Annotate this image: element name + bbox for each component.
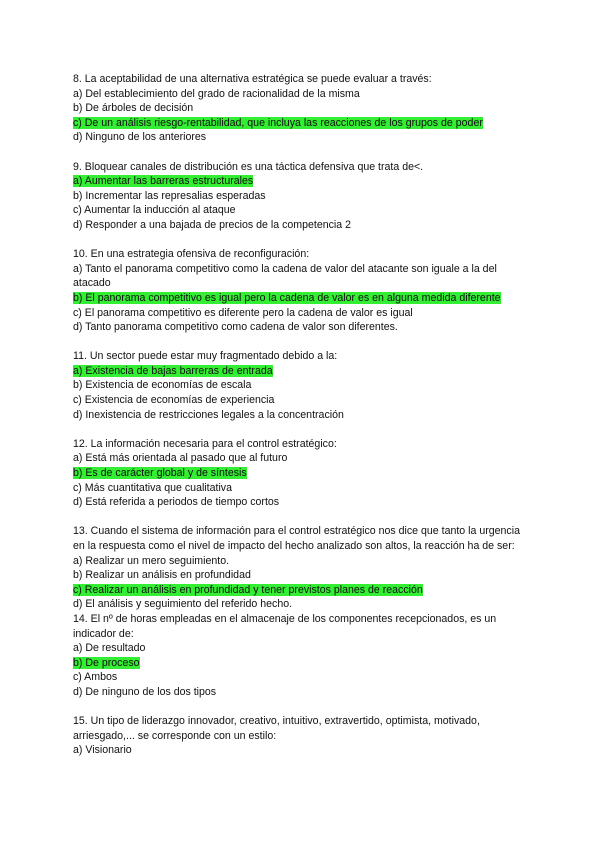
question-9-option-c: c) Aumentar la inducción al ataque: [73, 204, 236, 217]
question-12-option-a: a) Está más orientada al pasado que al futuro: [73, 452, 288, 465]
question-8-stem: 8. La aceptabilidad de una alternativa estratégica se puede evaluar a través:: [73, 73, 432, 85]
question-14-option-b-correct: b) De proceso: [73, 656, 140, 669]
question-9-option-a-correct: a) Aumentar las barreras estructurales: [73, 175, 254, 188]
question-12-option-b-correct: b) Es de carácter global y de síntesis: [73, 467, 247, 480]
question-9: [73, 160, 529, 233]
question-13: [73, 524, 529, 612]
question-13-stem: 13. Cuando el sistema de información para el control estratégico nos dice que tanto la urgencia en la respuesta como el nivel de impacto del hecho analizado son altos, la reacción ha de ser:: [73, 525, 520, 552]
question-10-stem: 10. En una estrategia ofensiva de reconfiguración:: [73, 248, 310, 261]
question-14-option-c: c) Ambos: [73, 671, 118, 684]
question-8-option-b: b) De árboles de decisión: [73, 102, 194, 115]
question-15: [73, 714, 529, 758]
question-13-option-a: a) Realizar un mero seguimiento.: [73, 554, 230, 567]
question-9-stem: 9. Bloquear canales de distribución es una táctica defensiva que trata de<.: [73, 160, 424, 173]
question-12-option-c: c) Más cuantitativa que cualitativa: [73, 481, 232, 494]
question-12-stem: 12. La información necesaria para el control estratégico:: [73, 437, 337, 450]
question-10-option-b-correct: b) El panorama competitivo es igual pero la cadena de valor es en alguna medida diferente: [73, 291, 501, 304]
question-11-option-d: d) Inexistencia de restricciones legales a la concentración: [73, 408, 344, 421]
question-10-option-d: d) Tanto panorama competitivo como cadena de valor son diferentes.: [73, 321, 398, 334]
question-12-option-d: d) Está referida a periodos de tiempo cortos: [73, 496, 280, 509]
question-8-option-a: a) Del establecimiento del grado de racionalidad de la misma: [73, 87, 360, 100]
question-14-option-a: a) De resultado: [73, 642, 146, 655]
question-10-option-c: c) El panorama competitivo es diferente pero la cadena de valor es igual: [73, 306, 413, 319]
question-8-option-c-correct: c) De un análisis riesgo-rentabilidad, que incluya las reacciones de los grupos de poder: [73, 116, 483, 129]
exam-content: [73, 72, 529, 773]
question-11: [73, 349, 529, 422]
question-13-option-b: b) Realizar un análisis en profundidad: [73, 569, 251, 582]
question-9-option-d: d) Responder a una bajada de precios de la competencia 2: [73, 218, 351, 231]
question-10: [73, 247, 529, 335]
question-13-option-d: d) El análisis y seguimiento del referido hecho.: [73, 598, 293, 611]
question-11-option-b: b) Existencia de economías de escala: [73, 379, 252, 392]
question-8-option-d: d) Ninguno de los anteriores: [73, 131, 207, 144]
question-13-option-c-correct: c) Realizar un análisis en profundidad y tener previstos planes de reacción: [73, 583, 423, 596]
question-12: [73, 437, 529, 510]
question-14-stem: 14. El nº de horas empleadas en el almacenaje de los componentes recepcionados, es un indicador de:: [73, 612, 497, 640]
question-11-stem: 11. Un sector puede estar muy fragmentado debido a la:: [73, 350, 338, 363]
question-15-stem: 15. Un tipo de liderazgo innovador, creativo, intuitivo, extravertido, optimista, motivado, arriesgado,... se corresponde con un estilo:: [73, 715, 480, 742]
question-10-option-a: a) Tanto el panorama competitivo como la cadena de valor del atacante son iguale a la del atacado: [73, 262, 497, 290]
question-9-option-b: b) Incrementar las represalias esperadas: [73, 189, 266, 202]
question-11-option-c: c) Existencia de economías de experiencia: [73, 394, 275, 407]
question-8: [73, 72, 529, 145]
question-15-option-a: a) Visionario: [73, 744, 132, 757]
question-14: [73, 612, 529, 700]
question-14-option-d: d) De ninguno de los dos tipos: [73, 685, 217, 698]
question-11-option-a-correct: a) Existencia de bajas barreras de entrada: [73, 364, 273, 377]
